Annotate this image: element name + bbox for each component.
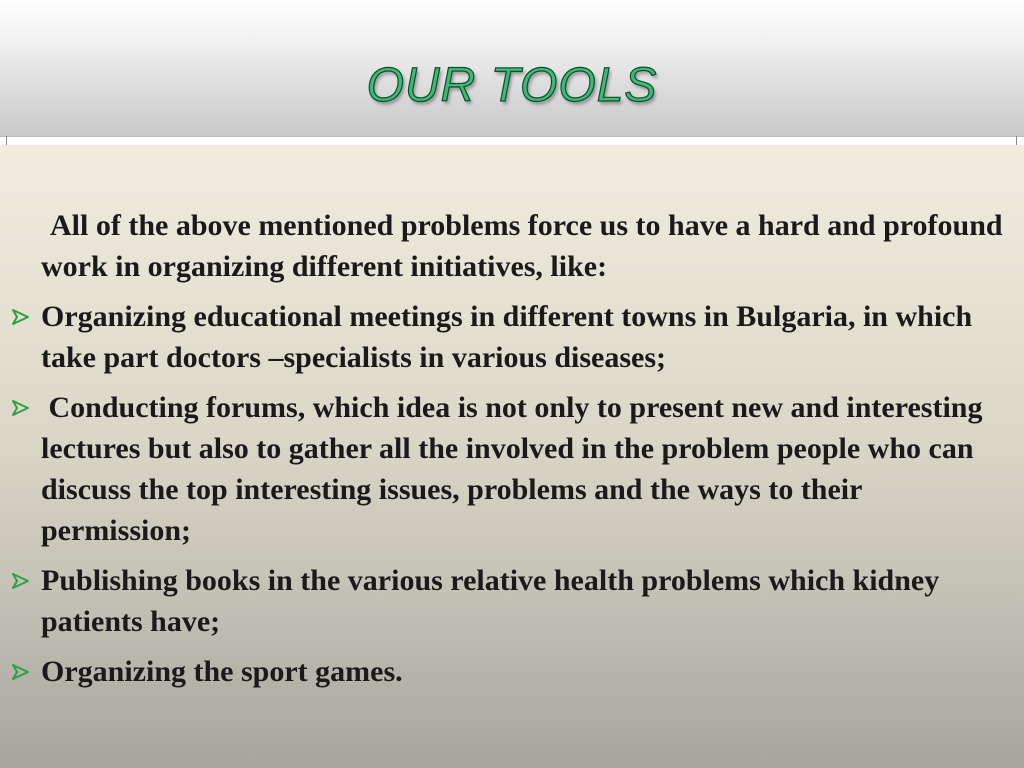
corner-tick-right bbox=[1016, 136, 1017, 145]
slide-body bbox=[0, 205, 1024, 692]
title-divider bbox=[0, 136, 1024, 137]
slide-title: OUR TOOLS bbox=[366, 59, 658, 112]
bullet-item bbox=[0, 296, 1024, 378]
bullet-item bbox=[0, 651, 1024, 692]
arrow-bullet-icon bbox=[11, 572, 31, 590]
bullet-text: Organizing the sport games. bbox=[41, 655, 403, 688]
bullet-text: Organizing educational meetings in different towns in Bulgaria, in which take part doctors –specialists in various diseases; bbox=[41, 300, 973, 374]
bullet-item bbox=[0, 387, 1024, 551]
arrow-bullet-icon bbox=[11, 399, 31, 417]
corner-tick-left bbox=[6, 136, 7, 145]
intro-paragraph: All of the above mentioned problems force us to have a hard and profound work in organizing different initiatives, like: bbox=[41, 209, 1003, 283]
bullet-item bbox=[0, 560, 1024, 642]
bullet-text: Publishing books in the various relative health problems which kidney patients have; bbox=[41, 564, 940, 638]
arrow-bullet-icon bbox=[11, 663, 31, 681]
arrow-bullet-icon bbox=[11, 308, 31, 326]
bullet-text: Conducting forums, which idea is not only to present new and interesting lectures but also to gather all the involved in the problem people who can discuss the top interesting issues, problems and the ways to their permission; bbox=[41, 391, 990, 547]
